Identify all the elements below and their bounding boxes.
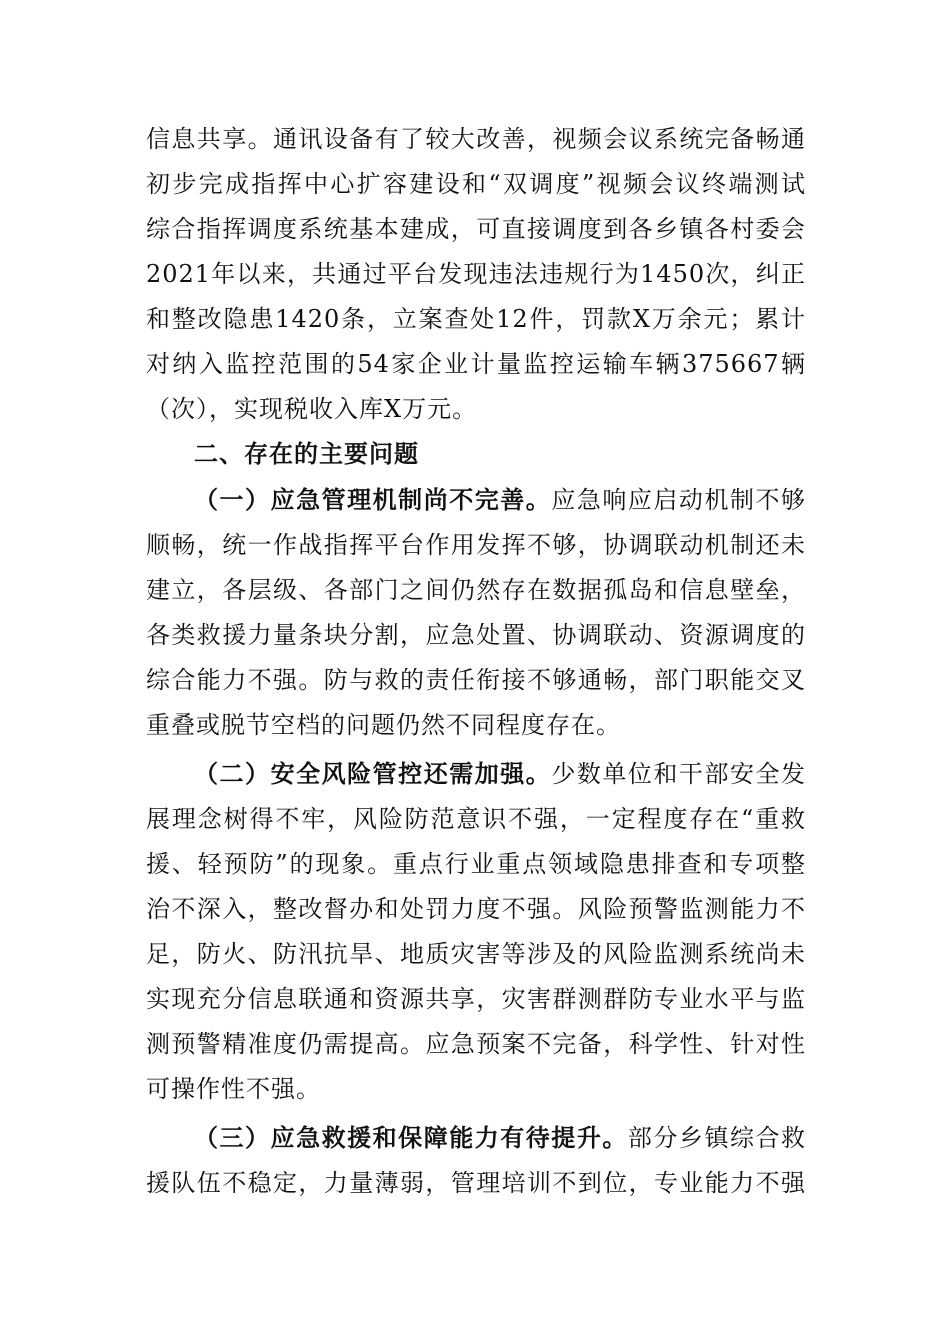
text-line: 足，防火、防汛抗旱、地质灾害等涉及的风险监测系统尚未 bbox=[146, 940, 806, 968]
text-line: 展理念树得不牢，风险防范意识不强，一定程度存在“重救 bbox=[146, 805, 806, 833]
section-heading: 二、存在的主要问题 bbox=[194, 440, 419, 468]
paragraph-heading: （三）应急救援和保障能力有待提升。 bbox=[194, 1123, 628, 1152]
text-line: 初步完成指挥中心扩容建设和“双调度”视频会议终端测试 bbox=[146, 170, 806, 198]
text-span: 应急响应启动机制不够 bbox=[551, 486, 807, 514]
paragraph-first-line bbox=[146, 1115, 806, 1161]
paragraph-first-line bbox=[146, 477, 806, 523]
paragraph-first-line bbox=[146, 751, 806, 797]
document-body bbox=[146, 117, 806, 1206]
text-span: 部分乡镇综合救 bbox=[627, 1124, 807, 1152]
text-line: 信息共享。通讯设备有了较大改善，视频会议系统完备畅通 bbox=[146, 125, 806, 153]
paragraph-heading: （二）安全风险管控还需加强。 bbox=[194, 759, 552, 788]
text-line: 重叠或脱节空档的问题仍然不同程度存在。 bbox=[146, 711, 621, 739]
text-line: （次），实现税收入库X万元。 bbox=[146, 395, 478, 423]
text-line: 各类救援力量条块分割，应急处置、协调联动、资源调度的 bbox=[146, 621, 806, 649]
text-line: 对纳入监控范围的54家企业计量监控运输车辆375667辆 bbox=[146, 350, 806, 378]
text-span: 少数单位和干部安全发 bbox=[551, 760, 807, 788]
text-line: 建立，各层级、各部门之间仍然存在数据孤岛和信息壁垒， bbox=[146, 576, 806, 604]
text-line: 综合能力不强。防与救的责任衔接不够通畅，部门职能交叉 bbox=[146, 666, 806, 694]
text-line: 和整改隐患1420条，立案查处12件，罚款X万余元；累计 bbox=[146, 305, 806, 333]
paragraph-heading: （一）应急管理机制尚不完善。 bbox=[194, 485, 552, 514]
text-line: 顺畅，统一作战指挥平台作用发挥不够，协调联动机制还未 bbox=[146, 531, 806, 559]
text-line: 援、轻预防”的现象。重点行业重点领域隐患排查和专项整 bbox=[146, 850, 806, 878]
text-line: 测预警精准度仍需提高。应急预案不完备，科学性、针对性 bbox=[146, 1030, 806, 1058]
text-line: 综合指挥调度系统基本建成，可直接调度到各乡镇各村委会 bbox=[146, 215, 806, 243]
text-line: 实现充分信息联通和资源共享，灾害群测群防专业水平与监 bbox=[146, 985, 806, 1013]
text-line: 援队伍不稳定，力量薄弱，管理培训不到位，专业能力不强 bbox=[146, 1169, 806, 1197]
text-line: 可操作性不强。 bbox=[146, 1075, 321, 1103]
text-line: 2021年以来，共通过平台发现违法违规行为1450次，纠正 bbox=[146, 260, 806, 288]
text-line: 治不深入，整改督办和处罚力度不强。风险预警监测能力不 bbox=[146, 895, 806, 923]
